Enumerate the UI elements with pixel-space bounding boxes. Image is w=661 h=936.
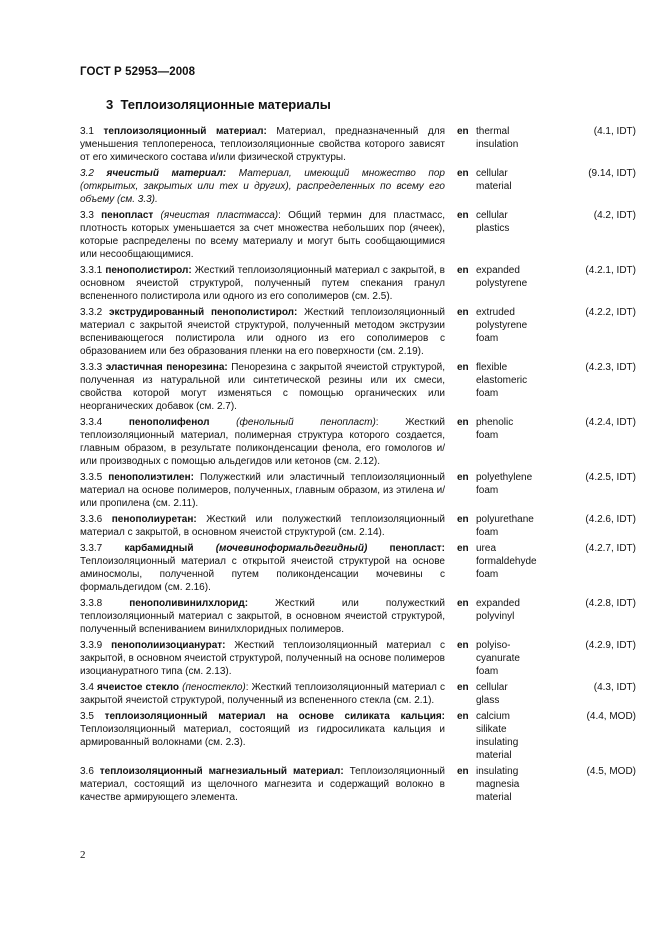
term-number: 3.3.1 [80, 265, 106, 276]
english-term-line: formaldehyde [476, 556, 537, 567]
iso-reference: (4.2.1, IDT) [585, 265, 636, 276]
iso-reference: (4.4, MOD) [586, 711, 636, 722]
term-synonym: (фенольный пенопласт) [236, 417, 376, 428]
term-definition [80, 264, 445, 303]
term-definition [80, 513, 445, 539]
term-name: пенополиизоцианурат: [111, 640, 226, 651]
term-name: эластичная пенорезина: [105, 362, 228, 373]
term-name: теплоизоляционный материал: [103, 126, 267, 137]
definition-text: Материал, предназначенный для уменьшения теплопереноса, теплоизоляционные свойства которого зависят от его химического состава и/или физической структуры. [80, 126, 445, 163]
english-term-line: plastics [476, 223, 510, 234]
english-equivalent [476, 361, 554, 413]
iso-reference: (4.2.4, IDT) [585, 417, 636, 428]
iso-reference: (4.2.6, IDT) [585, 514, 636, 525]
term-entry [80, 125, 636, 164]
english-term-line: calcium [476, 711, 510, 722]
term-number: 3.5 [80, 711, 105, 722]
iso-reference: (4.2, IDT) [593, 210, 636, 221]
english-equivalent [476, 597, 554, 636]
english-term-line: phenolic [476, 417, 514, 428]
iso-reference: (4.3, IDT) [593, 682, 636, 693]
iso-reference: (4.2.3, IDT) [585, 362, 636, 373]
english-term-line: material [476, 181, 512, 192]
section-title [106, 97, 331, 112]
english-term-line: cellular [476, 682, 508, 693]
definition-text: Жесткий теплоизоляционный материал с закрытой ячеистой структурой, полученный методом экструзии вспенивающегося полистирола или одного из его сополимеров с образованием или без образования пленки на его поверхности (см. 2.19). [80, 307, 445, 357]
english-term-line: cyanurate [476, 653, 520, 664]
definition-text: Полужесткий или эластичный теплоизоляционный материал на основе полимеров, полученных, главным образом, из этилена и/или пропилена (см. 2.11). [80, 472, 445, 509]
term-definition [80, 681, 445, 707]
english-term-line: material [476, 792, 512, 803]
term-definition [80, 416, 445, 468]
term-number: 3.3.2 [80, 307, 109, 318]
definition-text: Жесткий теплоизоляционный материал с закрытой, в основном ячеистой структурой, полученный путем спекания гранул вспененного полистирола или одного из его сополимеров (см. 2.5). [80, 265, 445, 302]
english-term-line: extruded [476, 307, 515, 318]
iso-reference: (4.5, MOD) [586, 766, 636, 777]
definition-text: Пенорезина с закрытой ячеистой структурой, полученная из натуральной или синтетической резины или их смеси, свойства которой могут изменяться с помощью органических или неорганических добавок (см. 2.7). [80, 362, 445, 412]
term-name: пенополиуретан: [111, 514, 197, 525]
term-name: пенопласт [101, 210, 154, 221]
iso-reference: (4.2.2, IDT) [585, 307, 636, 318]
term-number: 3.3.8 [80, 598, 130, 609]
english-equivalent [476, 209, 554, 261]
term-name: ячеистое стекло [97, 682, 180, 693]
term-number: 3.3.9 [80, 640, 112, 651]
term-entry [80, 639, 636, 678]
term-entry [80, 416, 636, 468]
definition-text: Теплоизоляционный материал, состоящий из щелочного магнезита и содержащий волокно в качестве армирующего элемента. [80, 766, 446, 803]
term-entry [80, 597, 636, 636]
language-code: en [457, 766, 469, 777]
english-equivalent [476, 471, 554, 510]
term-entry [80, 710, 636, 762]
english-term-line: glass [476, 695, 500, 706]
term-number: 3.3.7 [80, 543, 125, 554]
english-term-line: insulation [476, 139, 519, 150]
english-term-line: urea [476, 543, 497, 554]
term-entry [80, 264, 636, 303]
language-code: en [457, 126, 469, 137]
definition-text: : Общий термин для пластмасс, плотность которых уменьшается за счет множества небольших пор (ячеек), которые распределены по всему материалу и могут быть сообщающимися или несообщающимися. [80, 210, 445, 260]
language-code: en [457, 682, 469, 693]
language-code: en [457, 598, 469, 609]
english-term-line: polyvinyl [476, 611, 515, 622]
term-name: пенополиэтилен: [108, 472, 194, 483]
iso-reference: (4.2.9, IDT) [585, 640, 636, 651]
term-entry [80, 361, 636, 413]
english-term-line: magnesia [476, 779, 520, 790]
english-equivalent [476, 542, 554, 594]
section-heading: Теплоизоляционные материалы [120, 97, 331, 112]
term-number: 3.3.4 [80, 417, 129, 428]
english-equivalent [476, 306, 554, 358]
language-code: en [457, 307, 469, 318]
term-number: 3.3.6 [80, 514, 112, 525]
definition-text: Жесткий или полужесткий теплоизоляционный материал с закрытой, в основном ячеистой структурой (см. 2.14). [80, 514, 445, 538]
terms-list [80, 125, 636, 807]
english-equivalent [476, 765, 554, 804]
definition-text: Материал, имеющий множество пор (открытых, закрытых или тех и других), распределенных по всему его объему (см. 3.3). [80, 168, 445, 205]
english-term-line: elastomeric [476, 375, 528, 386]
english-term-line: polyurethane [476, 514, 534, 525]
term-name: теплоизоляционный магнезиальный материал: [99, 766, 344, 777]
iso-reference: (4.2.8, IDT) [585, 598, 636, 609]
english-term-line: polystyrene [476, 320, 528, 331]
term-number: 3.6 [80, 766, 100, 777]
term-entry [80, 513, 636, 539]
term-name: пенополистирол: [105, 265, 192, 276]
english-term-line: polystyrene [476, 278, 528, 289]
english-equivalent [476, 416, 554, 468]
term-definition [80, 597, 445, 636]
language-code: en [457, 543, 469, 554]
language-code: en [457, 265, 469, 276]
term-name-suffix: пенопласт: [389, 543, 445, 554]
term-synonym: (ячеистая пластмасса) [160, 210, 279, 221]
language-code: en [457, 640, 469, 651]
english-term-line: material [476, 750, 512, 761]
english-term-line: insulating [476, 766, 519, 777]
english-term-line: foam [476, 485, 499, 496]
term-definition [80, 542, 445, 594]
term-definition [80, 209, 445, 261]
iso-reference: (4.2.5, IDT) [585, 472, 636, 483]
term-number: 3.3.3 [80, 362, 106, 373]
language-code: en [457, 362, 469, 373]
term-entry [80, 542, 636, 594]
language-code: en [457, 472, 469, 483]
language-code: en [457, 514, 469, 525]
english-term-line: foam [476, 527, 499, 538]
language-code: en [457, 210, 469, 221]
english-equivalent [476, 710, 554, 762]
section-number: 3 [106, 97, 114, 112]
english-term-line: flexible [476, 362, 508, 373]
english-term-line: polyethylene [476, 472, 533, 483]
term-definition [80, 471, 445, 510]
term-name: экструдированный пенополистирол: [109, 307, 298, 318]
language-code: en [457, 711, 469, 722]
term-definition [80, 765, 445, 804]
english-term-line: cellular [476, 168, 508, 179]
page-number: 2 [80, 849, 86, 861]
definition-text: Жесткий или полужесткий теплоизоляционный материал с закрытой, в основном ячеистой структурой, полученный вспениванием винилхлоридных полимеров. [80, 598, 445, 635]
term-name: ячеистый материал: [106, 168, 227, 179]
document-header: ГОСТ Р 52953—2008 [80, 66, 196, 78]
term-number: 3.4 [80, 682, 98, 693]
english-term-line: thermal [476, 126, 510, 137]
term-entry [80, 471, 636, 510]
term-synonym: (мочевиноформальдегидный) [215, 543, 368, 554]
term-name: теплоизоляционный материал на основе силиката кальция: [104, 711, 446, 722]
term-definition [80, 710, 445, 762]
english-term-line: insulating [476, 737, 519, 748]
language-code: en [457, 417, 469, 428]
term-entry [80, 765, 636, 804]
language-code: en [457, 168, 469, 179]
iso-reference: (4.1, IDT) [593, 126, 636, 137]
term-entry [80, 306, 636, 358]
english-equivalent [476, 513, 554, 539]
english-equivalent [476, 639, 554, 678]
definition-text: Теплоизоляционный материал с открытой ячеистой структурой на основе аминосмолы, полученной путем поликонденсации мочевины с формальдегидом (см. 2.16). [80, 556, 445, 593]
term-entry [80, 167, 636, 206]
definition-text: : Жесткий теплоизоляционный материал, полимерная структура которого создается, главным образом, в результате поликонденсации фенола, его гомологов и/или производных с помощью альдегидов или кетонов (см. 2.12). [80, 417, 445, 467]
iso-reference: (9.14, IDT) [588, 168, 636, 179]
english-equivalent [476, 167, 554, 206]
term-definition [80, 361, 445, 413]
english-term-line: foam [476, 569, 499, 580]
english-term-line: foam [476, 430, 499, 441]
term-entry [80, 209, 636, 261]
english-term-line: foam [476, 333, 499, 344]
english-term-line: silikate [476, 724, 507, 735]
definition-text: : Жесткий теплоизоляционный материал с закрытой ячеистой структурой, полученный из вспененного стекла (см. 2.1). [80, 682, 445, 706]
term-number: 3.3.5 [80, 472, 109, 483]
english-term-line: expanded [476, 598, 520, 609]
term-name: пенополифенол [128, 417, 210, 428]
definition-text: Теплоизоляционный материал, состоящий из гидросиликата кальция и армированный волокнами (см. 2.3). [80, 724, 445, 748]
term-definition [80, 167, 445, 206]
term-number: 3.3 [80, 210, 102, 221]
english-term-line: cellular [476, 210, 508, 221]
term-definition [80, 639, 445, 678]
definition-text: Жесткий теплоизоляционный материал с закрытой, в основном ячеистой структурой, полученный на основе полимеров изоциануратного типа (см. 2.13). [80, 640, 446, 677]
english-equivalent [476, 125, 554, 164]
term-number: 3.1 [80, 126, 104, 137]
iso-reference: (4.2.7, IDT) [585, 543, 636, 554]
english-equivalent [476, 264, 554, 303]
term-definition [80, 125, 445, 164]
english-term-line: foam [476, 388, 499, 399]
term-number: 3.2 [80, 168, 107, 179]
english-term-line: polyiso- [476, 640, 511, 651]
term-entry [80, 681, 636, 707]
term-synonym: (пеностекло) [182, 682, 246, 693]
term-name: карбамидный [124, 543, 194, 554]
term-definition [80, 306, 445, 358]
english-term-line: expanded [476, 265, 520, 276]
term-name: пенополивинилхлорид: [129, 598, 249, 609]
english-equivalent [476, 681, 554, 707]
english-term-line: foam [476, 666, 499, 677]
